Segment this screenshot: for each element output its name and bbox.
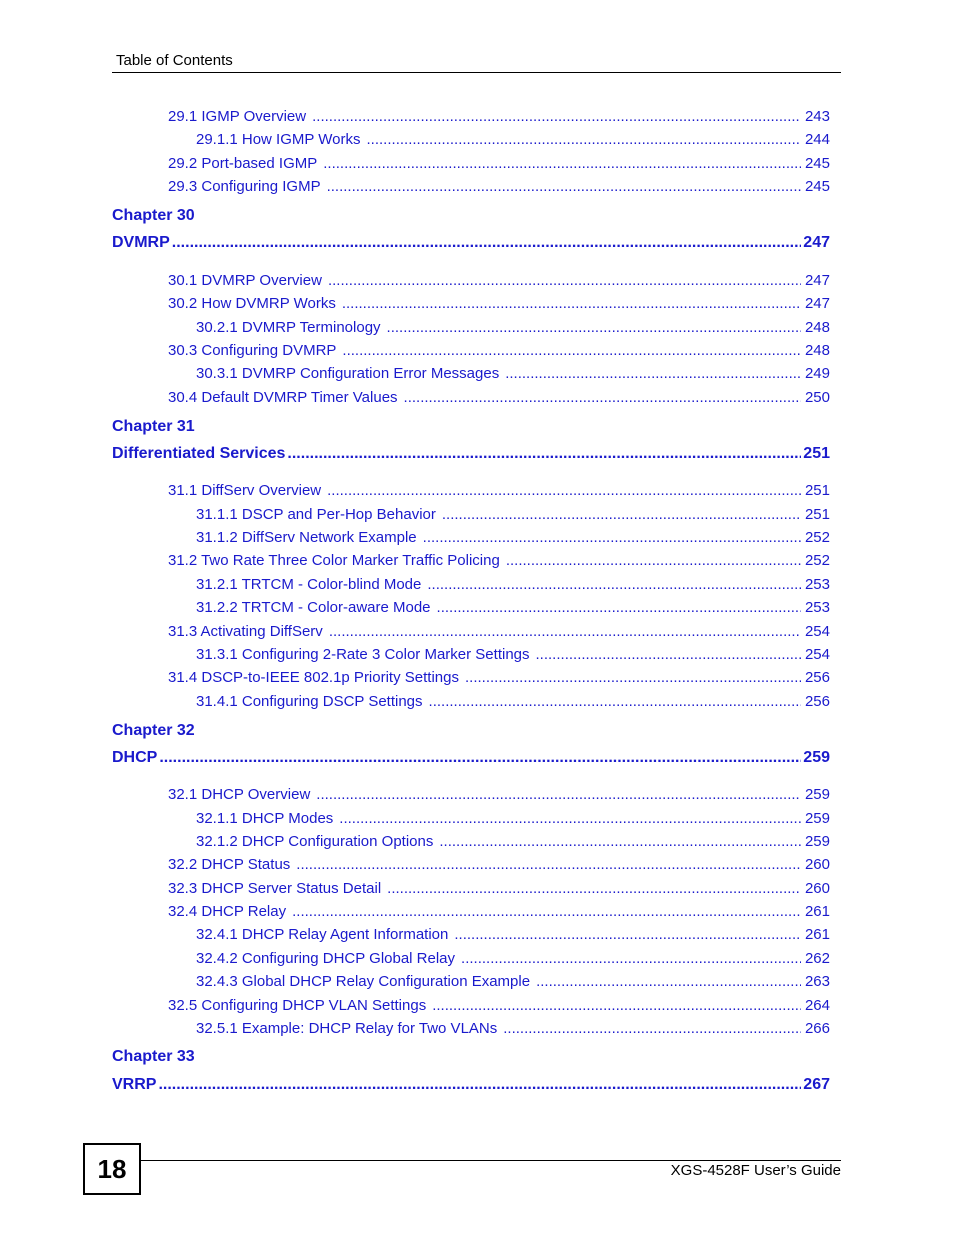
entry-title: 32.4.1 DHCP Relay Agent Information xyxy=(196,926,449,943)
toc-section-link[interactable] xyxy=(168,880,830,897)
entry-page-number: 245 xyxy=(804,155,830,172)
entry-title: 31.4.1 Configuring DSCP Settings xyxy=(196,693,423,710)
entry-page-number: 260 xyxy=(804,880,830,897)
toc-section-link[interactable] xyxy=(168,623,830,640)
entry-page-number: 259 xyxy=(804,786,830,803)
chapter-page-number: 267 xyxy=(803,1076,830,1093)
entry-title: 32.5.1 Example: DHCP Relay for Two VLANs xyxy=(196,1020,498,1037)
entry-page-number: 260 xyxy=(804,856,830,873)
entry-page-number: 252 xyxy=(804,552,830,569)
toc-subsection-link[interactable] xyxy=(196,1020,830,1037)
toc-subsection-link[interactable] xyxy=(196,950,830,967)
chapter-page-number: 247 xyxy=(803,234,830,251)
entry-page-number: 251 xyxy=(804,506,830,523)
entry-page-number: 254 xyxy=(804,646,830,663)
chapter-title: Differentiated Services xyxy=(112,445,286,462)
entry-page-number: 254 xyxy=(804,623,830,640)
entry-page-number: 262 xyxy=(804,950,830,967)
toc-section-link[interactable] xyxy=(168,482,830,499)
toc-section-link[interactable] xyxy=(168,997,830,1014)
entry-title: 31.2.2 TRTCM - Color-aware Mode xyxy=(196,599,431,616)
entry-title: 31.1 DiffServ Overview xyxy=(168,482,322,499)
entry-title: 31.3.1 Configuring 2-Rate 3 Color Marker Settings xyxy=(196,646,530,663)
entry-page-number: 247 xyxy=(804,272,830,289)
entry-title: 32.4.2 Configuring DHCP Global Relay xyxy=(196,950,456,967)
entry-page-number: 250 xyxy=(804,389,830,406)
dot-leader xyxy=(316,786,801,803)
dot-leader xyxy=(454,926,801,943)
entry-page-number: 253 xyxy=(804,599,830,616)
toc-section-link[interactable] xyxy=(168,178,830,195)
dot-leader xyxy=(536,973,801,990)
dot-leader xyxy=(312,108,801,125)
dot-leader xyxy=(432,997,801,1014)
entry-page-number: 256 xyxy=(804,693,830,710)
dot-leader xyxy=(296,856,801,873)
toc-subsection-link[interactable] xyxy=(196,693,830,710)
chapter-page-number: 251 xyxy=(803,445,830,462)
entry-title: 29.2 Port-based IGMP xyxy=(168,155,318,172)
toc-section-link[interactable] xyxy=(168,552,830,569)
entry-page-number: 264 xyxy=(804,997,830,1014)
entry-title: 31.2.1 TRTCM - Color-blind Mode xyxy=(196,576,422,593)
guide-title: XGS-4528F User’s Guide xyxy=(670,1162,841,1179)
toc-subsection-link[interactable] xyxy=(196,365,830,382)
chapter-page-number: 259 xyxy=(803,749,830,766)
entry-page-number: 261 xyxy=(804,926,830,943)
toc-section-link[interactable] xyxy=(168,342,830,359)
entry-title: 30.2.1 DVMRP Terminology xyxy=(196,319,381,336)
dot-leader xyxy=(536,646,801,663)
dot-leader xyxy=(159,749,801,767)
dot-leader xyxy=(387,880,801,897)
entry-page-number: 243 xyxy=(804,108,830,125)
entry-title: 32.1.2 DHCP Configuration Options xyxy=(196,833,434,850)
toc-subsection-link[interactable] xyxy=(196,599,830,616)
entry-title: 31.1.1 DSCP and Per-Hop Behavior xyxy=(196,506,436,523)
entry-title: 30.4 Default DVMRP Timer Values xyxy=(168,389,398,406)
toc-section-link[interactable] xyxy=(168,903,830,920)
toc-chapter-link[interactable] xyxy=(112,234,830,252)
entry-title: 32.1 DHCP Overview xyxy=(168,786,311,803)
chapter-label: Chapter 30 xyxy=(112,207,195,224)
entry-title: 32.2 DHCP Status xyxy=(168,856,291,873)
toc-section-link[interactable] xyxy=(168,856,830,873)
dot-leader xyxy=(503,1020,801,1037)
entry-title: 30.2 How DVMRP Works xyxy=(168,295,336,312)
toc-subsection-link[interactable] xyxy=(196,810,830,827)
dot-leader xyxy=(287,445,801,463)
dot-leader xyxy=(404,389,801,406)
dot-leader xyxy=(429,693,801,710)
dot-leader xyxy=(342,295,801,312)
toc-section-link[interactable] xyxy=(168,786,830,803)
entry-title: 31.2 Two Rate Three Color Marker Traffic Policing xyxy=(168,552,500,569)
toc-section-link[interactable] xyxy=(168,295,830,312)
entry-page-number: 247 xyxy=(804,295,830,312)
entry-page-number: 261 xyxy=(804,903,830,920)
toc-section-link[interactable] xyxy=(168,389,830,406)
entry-title: 29.3 Configuring IGMP xyxy=(168,178,321,195)
dot-leader xyxy=(461,950,801,967)
toc-chapter-link[interactable] xyxy=(112,749,830,767)
entry-title: 31.3 Activating DiffServ xyxy=(168,623,323,640)
entry-page-number: 266 xyxy=(804,1020,830,1037)
dot-leader xyxy=(172,234,802,252)
dot-leader xyxy=(465,669,801,686)
entry-title: 32.4.3 Global DHCP Relay Configuration Example xyxy=(196,973,531,990)
toc-subsection-link[interactable] xyxy=(196,529,830,546)
dot-leader xyxy=(367,131,801,148)
entry-title: 29.1.1 How IGMP Works xyxy=(196,131,361,148)
toc-subsection-link[interactable] xyxy=(196,646,830,663)
chapter-label: Chapter 33 xyxy=(112,1048,195,1065)
entry-title: 30.3 Configuring DVMRP xyxy=(168,342,337,359)
page-number-box xyxy=(83,1143,141,1195)
entry-page-number: 252 xyxy=(804,529,830,546)
page-number: 18 xyxy=(97,1153,127,1184)
dot-leader xyxy=(342,342,801,359)
toc-section-link[interactable] xyxy=(168,155,830,172)
toc-chapter-link[interactable] xyxy=(112,1076,830,1094)
toc-subsection-link[interactable] xyxy=(196,973,830,990)
entry-page-number: 263 xyxy=(804,973,830,990)
toc-section-link[interactable] xyxy=(168,669,830,686)
toc-subsection-link[interactable] xyxy=(196,506,830,523)
entry-page-number: 244 xyxy=(804,131,830,148)
dot-leader xyxy=(423,529,801,546)
toc-subsection-link[interactable] xyxy=(196,576,830,593)
entry-page-number: 248 xyxy=(804,319,830,336)
entry-page-number: 256 xyxy=(804,669,830,686)
chapter-title: DVMRP xyxy=(112,234,170,251)
toc-subsection-link[interactable] xyxy=(196,926,830,943)
chapter-title: DHCP xyxy=(112,749,158,766)
dot-leader xyxy=(327,482,801,499)
entry-title: 32.4 DHCP Relay xyxy=(168,903,287,920)
dot-leader xyxy=(158,1076,801,1094)
toc-subsection-link[interactable] xyxy=(196,319,830,336)
dot-leader xyxy=(437,599,801,616)
dot-leader xyxy=(329,623,801,640)
dot-leader xyxy=(506,552,801,569)
dot-leader xyxy=(339,810,801,827)
entry-page-number: 248 xyxy=(804,342,830,359)
entry-page-number: 245 xyxy=(804,178,830,195)
entry-page-number: 259 xyxy=(804,833,830,850)
entry-page-number: 253 xyxy=(804,576,830,593)
entry-page-number: 249 xyxy=(804,365,830,382)
toc-chapter-link[interactable] xyxy=(112,445,830,463)
entry-title: 31.1.2 DiffServ Network Example xyxy=(196,529,417,546)
entry-title: 32.5 Configuring DHCP VLAN Settings xyxy=(168,997,427,1014)
dot-leader xyxy=(292,903,801,920)
dot-leader xyxy=(427,576,801,593)
dot-leader xyxy=(323,155,801,172)
entry-title: 30.1 DVMRP Overview xyxy=(168,272,322,289)
toc-subsection-link[interactable] xyxy=(196,833,830,850)
dot-leader xyxy=(439,833,801,850)
entry-page-number: 259 xyxy=(804,810,830,827)
chapter-label: Chapter 32 xyxy=(112,722,195,739)
toc-subsection-link[interactable] xyxy=(196,131,830,148)
dot-leader xyxy=(387,319,801,336)
entry-title: 29.1 IGMP Overview xyxy=(168,108,307,125)
toc-section-link[interactable] xyxy=(168,108,830,125)
running-header-title: Table of Contents xyxy=(116,52,233,69)
dot-leader xyxy=(328,272,801,289)
entry-title: 31.4 DSCP-to-IEEE 802.1p Priority Settings xyxy=(168,669,459,686)
entry-title: 32.1.1 DHCP Modes xyxy=(196,810,334,827)
footer-rule xyxy=(139,1160,841,1161)
entry-title: 30.3.1 DVMRP Configuration Error Messages xyxy=(196,365,500,382)
chapter-title: VRRP xyxy=(112,1076,157,1093)
entry-title: 32.3 DHCP Server Status Detail xyxy=(168,880,382,897)
dot-leader xyxy=(505,365,801,382)
entry-page-number: 251 xyxy=(804,482,830,499)
toc-section-link[interactable] xyxy=(168,272,830,289)
chapter-label: Chapter 31 xyxy=(112,418,195,435)
dot-leader xyxy=(442,506,801,523)
dot-leader xyxy=(327,178,801,195)
